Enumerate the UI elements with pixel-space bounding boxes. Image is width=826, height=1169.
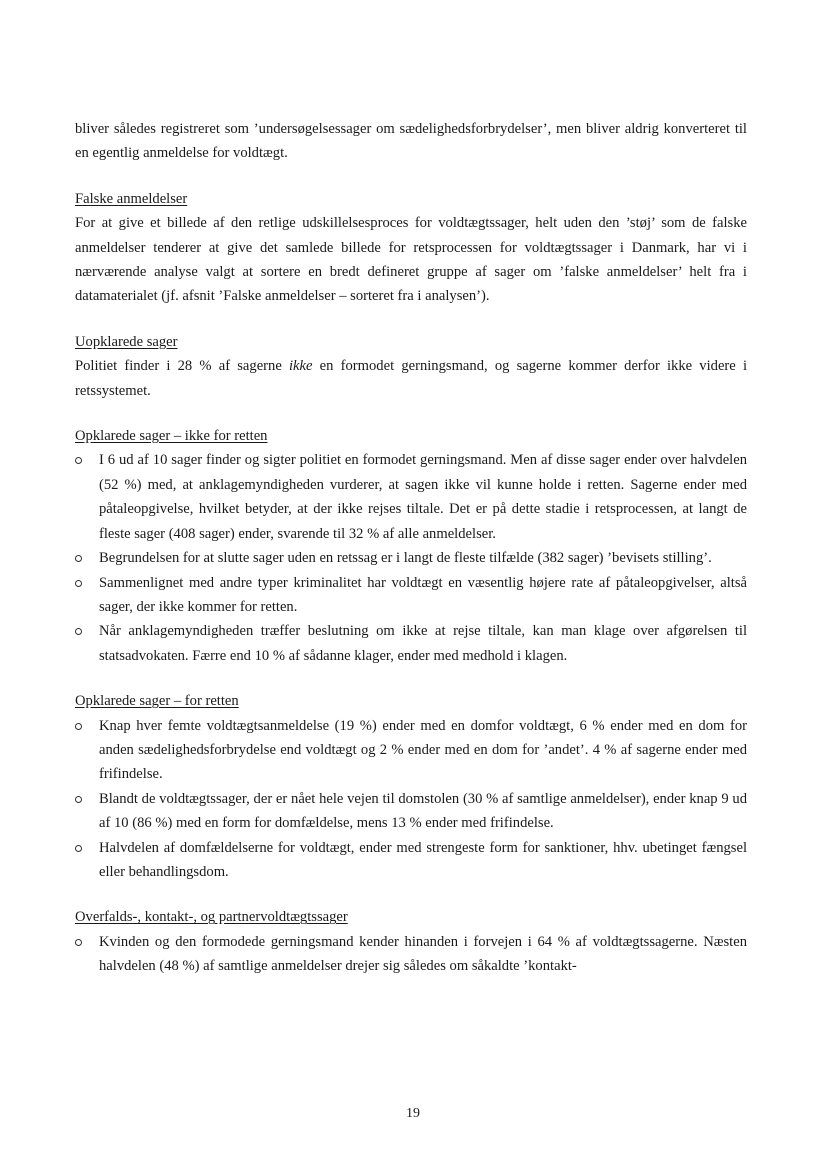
section-paragraph-uopklarede-sager [75, 354, 747, 403]
list-item-text: Blandt de voldtægtssager, der er nået hele vejen til domstolen (30 % af samtlige anmeldelser), ender knap 9 ud af 10 (86 %) med en form for domfældelse, mens 13 % ender med frifindelse. [99, 790, 747, 832]
list-item [75, 619, 747, 668]
section-heading-opklarede-ikke-for-retten: Opklarede sager – ikke for retten [75, 428, 268, 445]
list-item-text: Halvdelen af domfældelserne for voldtægt, ender med strengeste form for sanktioner, hhv. ubetinget fængsel eller behandlingsdom. [99, 839, 747, 880]
bullet-icon [75, 723, 82, 730]
section-heading-uopklarede-sager: Uopklarede sager [75, 333, 178, 350]
list-item-text: Sammenlignet med andre typer kriminalitet har voldtægt en væsentlig højere rate af påtaleopgivelser, altså sager, der ikke kommer for retten. [99, 574, 747, 615]
list-item [75, 787, 747, 836]
paragraph-text-before: Politiet finder i 28 % af sagerne [75, 358, 289, 375]
section-heading-opklarede-for-retten: Opklarede sager – for retten [75, 693, 239, 710]
list-item-text: I 6 ud af 10 sager finder og sigter politiet en formodet gerningsmand. Men af disse sager ender over halvdelen (52 %) med, at anklagemyndigheden vurderer, at sagen ikke vil kunne holde i retten. Sagerne ender med påtaleopgivelse, hvilket betyder, at der ikke rejses tiltale. Det er på dette stadie i retsprocessen, at langt de fleste sager (408 sager) ender, svarende til 32 % af alle anmeldelser. [99, 452, 747, 542]
list-item [75, 714, 747, 787]
list-item [75, 448, 747, 546]
section-heading-falske-anmeldelser: Falske anmeldelser [75, 190, 188, 207]
emphasis-text: ikke [289, 358, 313, 375]
list-item-text: Knap hver femte voldtægtsanmeldelse (19 %) ender med en domfor voldtægt, 6 % ender med en dom for anden sædelighedsforbrydelse end voldtægt og 2 % ender med en dom for ’andet’. 4 % af sagerne ender med frifindelse. [99, 717, 747, 783]
section-paragraph-falske-anmeldelser: For at give et billede af den retlige udskillelsesproces for voldtægtssager, helt uden den ’støj’ som de falske anmeldelser tenderer at give det samlede billede for retsprocessen for voldtægtssager i Danmark, har vi i nærværende analyse valgt at sortere en bredt defineret gruppe af sager om ’falske anmeldelser’ helt fra i datamaterialet (jf. afsnit ’Falske anmeldelser – sorteret fra i analysen’). [75, 215, 747, 305]
bullet-list-opklarede-for-retten [75, 714, 747, 885]
page-number: 19 [406, 1106, 420, 1121]
list-item [75, 546, 747, 570]
bullet-icon [75, 457, 82, 464]
paragraph-text-after: en formodet gerningsmand, og sagerne kommer derfor ikke videre i retssystemet. [75, 358, 747, 399]
bullet-icon [75, 580, 82, 587]
list-item-text: Begrundelsen for at slutte sager uden en retssag er i langt de fleste tilfælde (382 sager) ’bevisets stilling’. [99, 550, 712, 567]
bullet-icon [75, 628, 82, 635]
section-heading-overfalds-kontakt-partner: Overfalds-, kontakt-, og partnervoldtægtssager [75, 909, 348, 926]
list-item-text: Når anklagemyndigheden træffer beslutning om ikke at rejse tiltale, kan man klage over afgørelsen til statsadvokaten. Færre end 10 % af sådanne klager, ender med medhold i klagen. [99, 623, 747, 664]
bullet-icon [75, 845, 82, 852]
list-item-text: Kvinden og den formodede gerningsmand kender hinanden i forvejen i 64 % af voldtægtssagerne. Næsten halvdelen (48 %) af samtlige anmeldelser drejer sig således om såkaldte ’kontakt- [99, 933, 747, 975]
list-item [75, 571, 747, 620]
bullet-icon [75, 796, 82, 803]
page-content [75, 117, 747, 979]
bullet-icon [75, 939, 82, 946]
bullet-icon [75, 555, 82, 562]
list-item [75, 836, 747, 885]
bullet-list-overfalds-kontakt-partner [75, 930, 747, 979]
bullet-list-opklarede-ikke-for-retten [75, 448, 747, 668]
intro-paragraph: bliver således registreret som ’undersøgelsessager om sædelighedsforbrydelser’, men bliver aldrig konverteret til en egentlig anmeldelse for voldtægt. [75, 121, 747, 162]
list-item [75, 930, 747, 979]
